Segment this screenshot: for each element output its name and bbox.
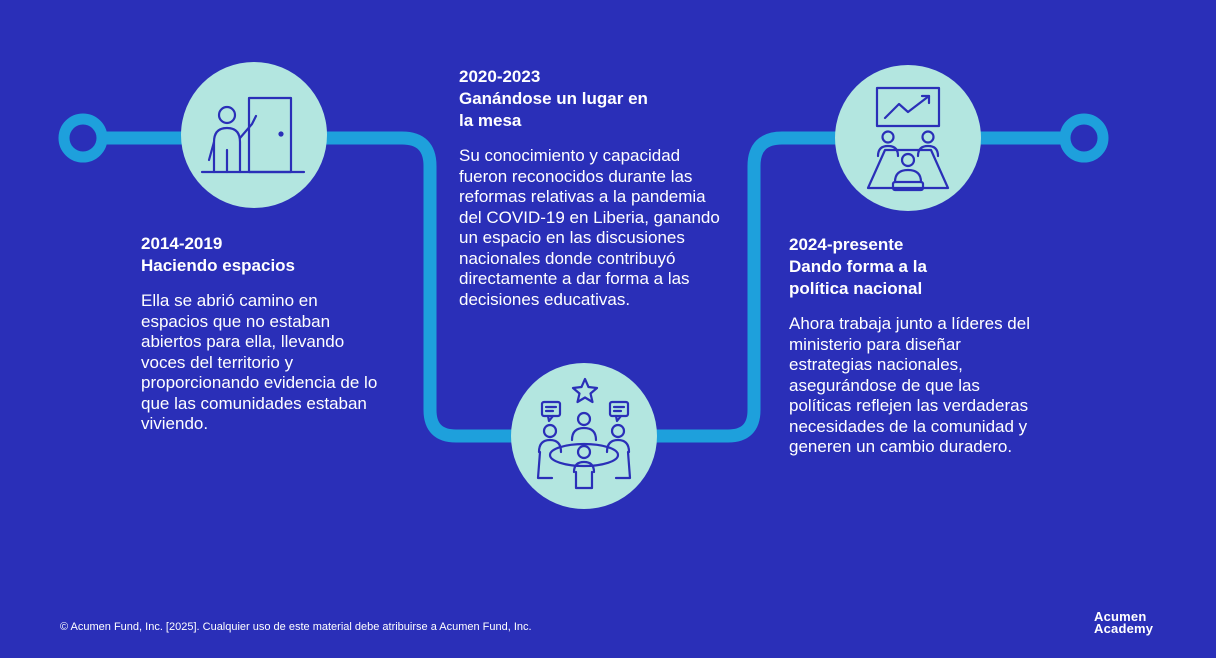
stage-2-text bbox=[459, 66, 729, 310]
stage-2-body: Su conocimiento y capacidad fueron reconocidos durante las reformas relativas a la pandemia del COVID-19 en Liberia, ganando un espacio en las discusiones nacionales donde contribuyó directamente a dar forma a las decisiones educativas. bbox=[459, 146, 720, 309]
stage-1-body: Ella se abrió camino en espacios que no estaban abiertos para ella, llevando voces del territorio y proporcionando evidencia de lo que las comunidades estaban viviendo. bbox=[141, 291, 378, 433]
timeline-end-ring bbox=[1065, 119, 1103, 157]
stage-1-text bbox=[141, 233, 391, 435]
acumen-academy-logo bbox=[1094, 611, 1153, 635]
stage-2-title: Ganándose un lugar en la mesa bbox=[459, 89, 648, 130]
stage-1-icon-circle bbox=[181, 62, 327, 208]
stage-2-icon-circle bbox=[511, 363, 657, 509]
copyright-footer: © Acumen Fund, Inc. [2025]. Cualquier uso de este material debe atribuirse a Acumen Fund, Inc. bbox=[60, 621, 532, 633]
stage-3-text bbox=[789, 234, 1044, 458]
brand-line-1: Acumen bbox=[1094, 609, 1147, 624]
brand-line-2: Academy bbox=[1094, 621, 1154, 636]
stage-3-title: Dando forma a la política nacional bbox=[789, 257, 927, 298]
stage-1-year: 2014-2019 bbox=[141, 234, 223, 253]
stage-2-year: 2020-2023 bbox=[459, 67, 541, 86]
stage-3-year: 2024-presente bbox=[789, 235, 904, 254]
timeline-start-ring bbox=[64, 119, 102, 157]
stage-3-body: Ahora trabaja junto a líderes del ministerio para diseñar estrategias nacionales, asegurándose de que las políticas reflejen las verdaderas necesidades de la comunidad y generen un cambio duradero. bbox=[789, 314, 1030, 456]
stage-1-title: Haciendo espacios bbox=[141, 256, 296, 275]
stage-3-icon-circle bbox=[835, 65, 981, 211]
